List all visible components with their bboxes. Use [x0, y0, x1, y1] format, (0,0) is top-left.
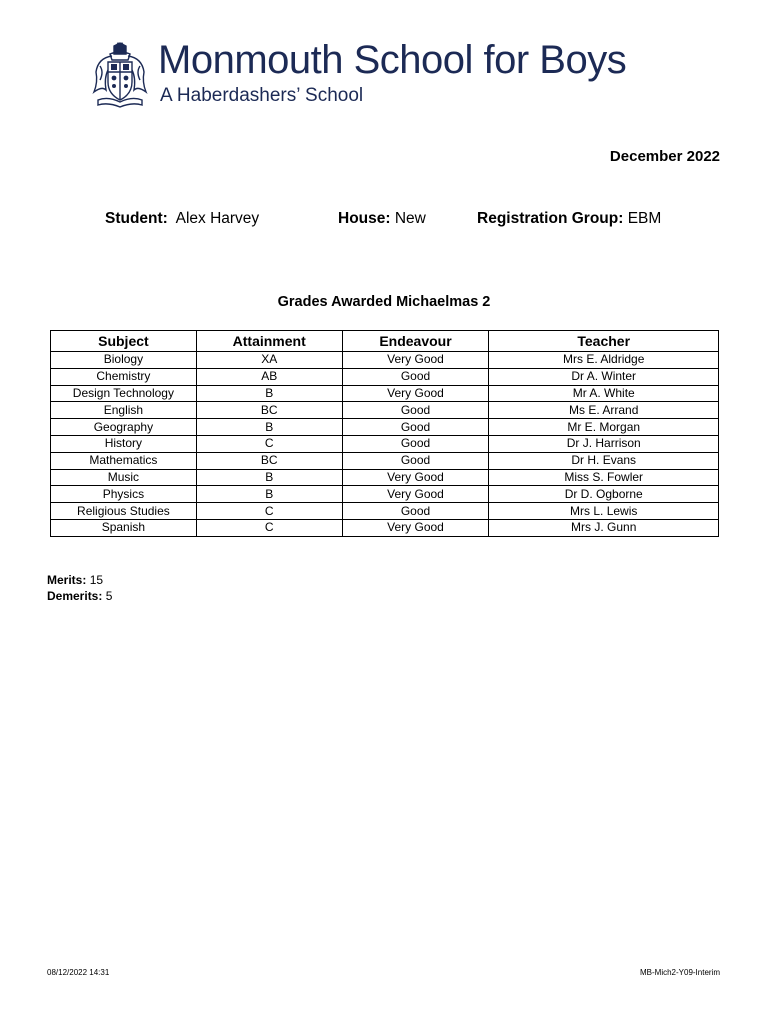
table-header-row	[51, 331, 719, 352]
subject-cell: Physics	[51, 486, 197, 503]
footer-timestamp: 08/12/2022 14:31	[47, 968, 110, 977]
subject-cell: Biology	[51, 352, 197, 369]
subject-cell: Music	[51, 469, 197, 486]
table-row	[51, 368, 719, 385]
attainment-cell: BC	[196, 402, 342, 419]
column-header-subject: Subject	[51, 331, 197, 352]
teacher-cell: Dr J. Harrison	[489, 435, 719, 452]
subject-cell: Religious Studies	[51, 503, 197, 520]
endeavour-cell: Good	[342, 435, 489, 452]
table-row	[51, 385, 719, 402]
endeavour-cell: Very Good	[342, 469, 489, 486]
demerits-line	[47, 588, 112, 604]
subject-cell: Mathematics	[51, 452, 197, 469]
table-row	[51, 352, 719, 369]
subject-cell: Chemistry	[51, 368, 197, 385]
house-field	[338, 210, 426, 228]
teacher-cell: Mrs E. Aldridge	[489, 352, 719, 369]
teacher-cell: Dr A. Winter	[489, 368, 719, 385]
grades-table	[50, 330, 719, 537]
endeavour-cell: Good	[342, 419, 489, 436]
student-label: Student:	[105, 210, 168, 227]
attainment-cell: C	[196, 435, 342, 452]
endeavour-cell: Very Good	[342, 519, 489, 536]
endeavour-cell: Very Good	[342, 486, 489, 503]
student-field	[105, 210, 259, 228]
merits-value: 15	[89, 573, 104, 587]
attainment-cell: B	[196, 385, 342, 402]
teacher-cell: Mr E. Morgan	[489, 419, 719, 436]
attainment-cell: BC	[196, 452, 342, 469]
endeavour-cell: Good	[342, 368, 489, 385]
table-row	[51, 435, 719, 452]
endeavour-cell: Very Good	[342, 352, 489, 369]
subject-cell: English	[51, 402, 197, 419]
teacher-cell: Mr A. White	[489, 385, 719, 402]
endeavour-cell: Good	[342, 452, 489, 469]
attainment-cell: B	[196, 469, 342, 486]
table-row	[51, 452, 719, 469]
registration-group-field	[477, 210, 661, 228]
registration-group-label: Registration Group:	[477, 210, 624, 227]
teacher-cell: Dr H. Evans	[489, 452, 719, 469]
attainment-cell: B	[196, 486, 342, 503]
attainment-cell: C	[196, 519, 342, 536]
house-label: House:	[338, 210, 391, 227]
student-name: Alex Harvey	[175, 210, 260, 227]
table-row	[51, 402, 719, 419]
table-row	[51, 519, 719, 536]
column-header-endeavour: Endeavour	[342, 331, 489, 352]
house-value: New	[394, 210, 426, 227]
endeavour-cell: Good	[342, 503, 489, 520]
table-row	[51, 503, 719, 520]
teacher-cell: Mrs L. Lewis	[489, 503, 719, 520]
school-logo	[92, 38, 692, 108]
column-header-teacher: Teacher	[489, 331, 719, 352]
table-row	[51, 419, 719, 436]
attainment-cell: AB	[196, 368, 342, 385]
merits-label: Merits:	[47, 573, 87, 587]
demerits-value: 5	[105, 589, 113, 603]
subject-cell: History	[51, 435, 197, 452]
column-header-attainment: Attainment	[196, 331, 342, 352]
school-subtitle: A Haberdashers’ School	[160, 85, 364, 106]
endeavour-cell: Good	[342, 402, 489, 419]
footer-reference: MB-Mich2-Y09-Interim	[639, 968, 720, 977]
registration-group-value: EBM	[627, 210, 662, 227]
conduct-stats	[47, 572, 112, 604]
subject-cell: Spanish	[51, 519, 197, 536]
teacher-cell: Mrs J. Gunn	[489, 519, 719, 536]
teacher-cell: Miss S. Fowler	[489, 469, 719, 486]
teacher-cell: Dr D. Ogborne	[489, 486, 719, 503]
subject-cell: Geography	[51, 419, 197, 436]
demerits-label: Demerits:	[47, 589, 103, 603]
grades-title: Grades Awarded Michaelmas 2	[277, 294, 491, 310]
school-crest-icon	[92, 42, 148, 108]
school-name: Monmouth School for Boys	[158, 38, 627, 82]
table-row	[51, 486, 719, 503]
attainment-cell: XA	[196, 352, 342, 369]
table-row	[51, 469, 719, 486]
report-date: December 2022	[609, 148, 720, 165]
subject-cell: Design Technology	[51, 385, 197, 402]
teacher-cell: Ms E. Arrand	[489, 402, 719, 419]
endeavour-cell: Very Good	[342, 385, 489, 402]
attainment-cell: C	[196, 503, 342, 520]
attainment-cell: B	[196, 419, 342, 436]
merits-line	[47, 572, 112, 588]
